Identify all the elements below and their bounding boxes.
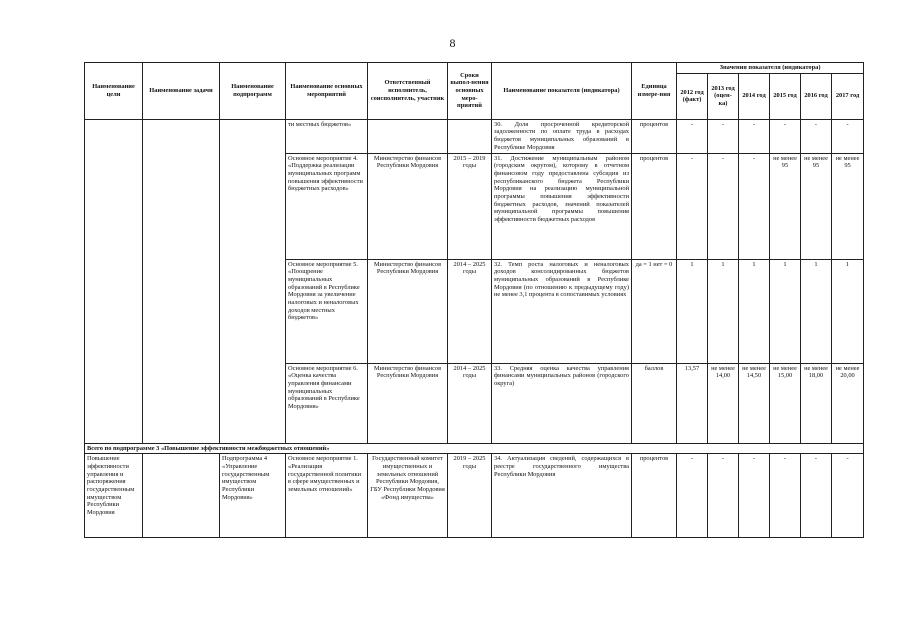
value-cell: - xyxy=(801,454,832,538)
header-task: Наименование задачи xyxy=(143,63,220,120)
header-unit: Единица измере-ния xyxy=(632,63,677,120)
unit-cell: процентов xyxy=(632,454,677,538)
value-cell: 1 xyxy=(739,259,770,363)
value-cell: 13,57 xyxy=(677,363,708,443)
activity-cell: Основное мероприятие 1. «Реализация государственной политики в сфере имущественных и земельных отношений» xyxy=(286,454,368,538)
value-cell: 1 xyxy=(677,259,708,363)
value-cell: 1 xyxy=(708,259,739,363)
value-cell: - xyxy=(832,454,864,538)
value-cell: - xyxy=(677,454,708,538)
value-cell: - xyxy=(770,119,801,153)
unit-cell: да = 1 нет = 0 xyxy=(632,259,677,363)
unit-cell: баллов xyxy=(632,363,677,443)
timing-cell: 2019 – 2025 годы xyxy=(448,454,492,538)
page-number: 8 xyxy=(449,36,456,50)
value-cell: не менее 15,00 xyxy=(770,363,801,443)
table-row xyxy=(85,119,864,153)
timing-cell: 2015 – 2019 годы xyxy=(448,153,492,259)
indicators-table xyxy=(84,62,864,538)
value-cell: - xyxy=(708,119,739,153)
header-values-group: Значения показателя (индикатора) xyxy=(677,63,864,74)
header-activity: Наименование основных мероприятий xyxy=(286,63,368,120)
activity-cell: ти местных бюджетов» xyxy=(286,119,368,153)
executor-cell: Министерство финансов Республики Мордовия xyxy=(368,259,448,363)
header-subprogram: Наименование подпрограмм xyxy=(220,63,286,120)
value-cell: - xyxy=(677,119,708,153)
header-year: 2017 год xyxy=(832,73,864,119)
header-goal: Наименование цели xyxy=(85,63,143,120)
timing-cell xyxy=(448,119,492,153)
indicator-cell: 31. Достижение муниципальным районом (городским округом), которому в отчетном финансовом году предоставлена субсидия из республиканского бюджета Республики Мордовия на реализацию муниципальной программы повышения эффективности бюджетных расходов, значений показателей муниципальной программы повышения эффективности бюджетных расходов xyxy=(492,153,632,259)
header-year: 2016 год xyxy=(801,73,832,119)
timing-cell: 2014 – 2025 годы xyxy=(448,363,492,443)
subtotal-label: Всего по подпрограмме 3 «Повышение эффективности межбюджетных отношений» xyxy=(85,443,864,454)
value-cell: - xyxy=(739,153,770,259)
header-indicator: Наименование показателя (индикатора) xyxy=(492,63,632,120)
value-cell: - xyxy=(832,119,864,153)
value-cell: - xyxy=(708,153,739,259)
value-cell: не менее 95 xyxy=(770,153,801,259)
value-cell: 1 xyxy=(801,259,832,363)
value-cell: не менее 95 xyxy=(832,153,864,259)
value-cell: - xyxy=(677,153,708,259)
subprogram-cell xyxy=(220,119,286,443)
goal-cell xyxy=(85,119,143,443)
value-cell: - xyxy=(708,454,739,538)
value-cell: - xyxy=(770,454,801,538)
value-cell: не менее 18,00 xyxy=(801,363,832,443)
indicator-cell: 30. Доля просроченной кредиторской задолженности по оплате труда в расходах бюджетов муниципальных образований в Республике Мордовия xyxy=(492,119,632,153)
subtotal-row xyxy=(85,443,864,454)
executor-cell: Государственный комитет имущественных и земельных отношений Республики Мордовия, ГБУ Республики Мордовия «Фонд имущества» xyxy=(368,454,448,538)
unit-cell: процентов xyxy=(632,119,677,153)
task-cell xyxy=(143,119,220,443)
goal-cell: Повышение эффективности управления и распоряжения государственным имуществом Республики Мордовия xyxy=(85,454,143,538)
value-cell: не менее 20,00 xyxy=(832,363,864,443)
activity-cell: Основное мероприятие 6. «Оценка качества управления финансами муниципальных образований в Республике Мордовия» xyxy=(286,363,368,443)
value-cell: 1 xyxy=(770,259,801,363)
executor-cell: Министерство финансов Республики Мордовия xyxy=(368,363,448,443)
activity-cell: Основное мероприятие 4. «Поддержка реализации муниципальных программ повышения эффективности бюджетных расходов» xyxy=(286,153,368,259)
header-year: 2015 год xyxy=(770,73,801,119)
indicator-cell: 33. Средняя оценка качества управления финансами муниципальных районов (городского округа) xyxy=(492,363,632,443)
value-cell: - xyxy=(739,119,770,153)
indicator-cell: 34. Актуализация сведений, содержащихся в реестре государственного имущества Республики Мордовия xyxy=(492,454,632,538)
value-cell: не менее 14,50 xyxy=(739,363,770,443)
subprogram-cell: Подпрограмма 4 «Управление государственным имуществом Республики Мордовия» xyxy=(220,454,286,538)
header-year: 2014 год xyxy=(739,73,770,119)
indicator-cell: 32. Темп роста налоговых и неналоговых доходов консолидированных бюджетов муниципальных образований в Республике Мордовия (по отношению к предыдущему году) не менее 3,1 процента в сопоставимых условиях xyxy=(492,259,632,363)
activity-cell: Основное мероприятие 5. «Поощрение муниципальных образований в Республике Мордовия за увеличение налоговых и неналоговых доходов местных бюджетов» xyxy=(286,259,368,363)
timing-cell: 2014 – 2025 годы xyxy=(448,259,492,363)
header-timing: Сроки выпол-нения основных меро-приятий xyxy=(448,63,492,120)
header-year: 2012 год (факт) xyxy=(677,73,708,119)
value-cell: 1 xyxy=(832,259,864,363)
task-cell xyxy=(143,454,220,538)
table-row xyxy=(85,454,864,538)
unit-cell: процентов xyxy=(632,153,677,259)
executor-cell xyxy=(368,119,448,153)
value-cell: не менее 14,00 xyxy=(708,363,739,443)
header-year: 2013 год (оцен-ка) xyxy=(708,73,739,119)
value-cell: - xyxy=(801,119,832,153)
value-cell: - xyxy=(739,454,770,538)
executor-cell: Министерство финансов Республики Мордовия xyxy=(368,153,448,259)
header-executor: Ответственный исполнитель, соисполнитель, участник xyxy=(368,63,448,120)
value-cell: не менее 95 xyxy=(801,153,832,259)
